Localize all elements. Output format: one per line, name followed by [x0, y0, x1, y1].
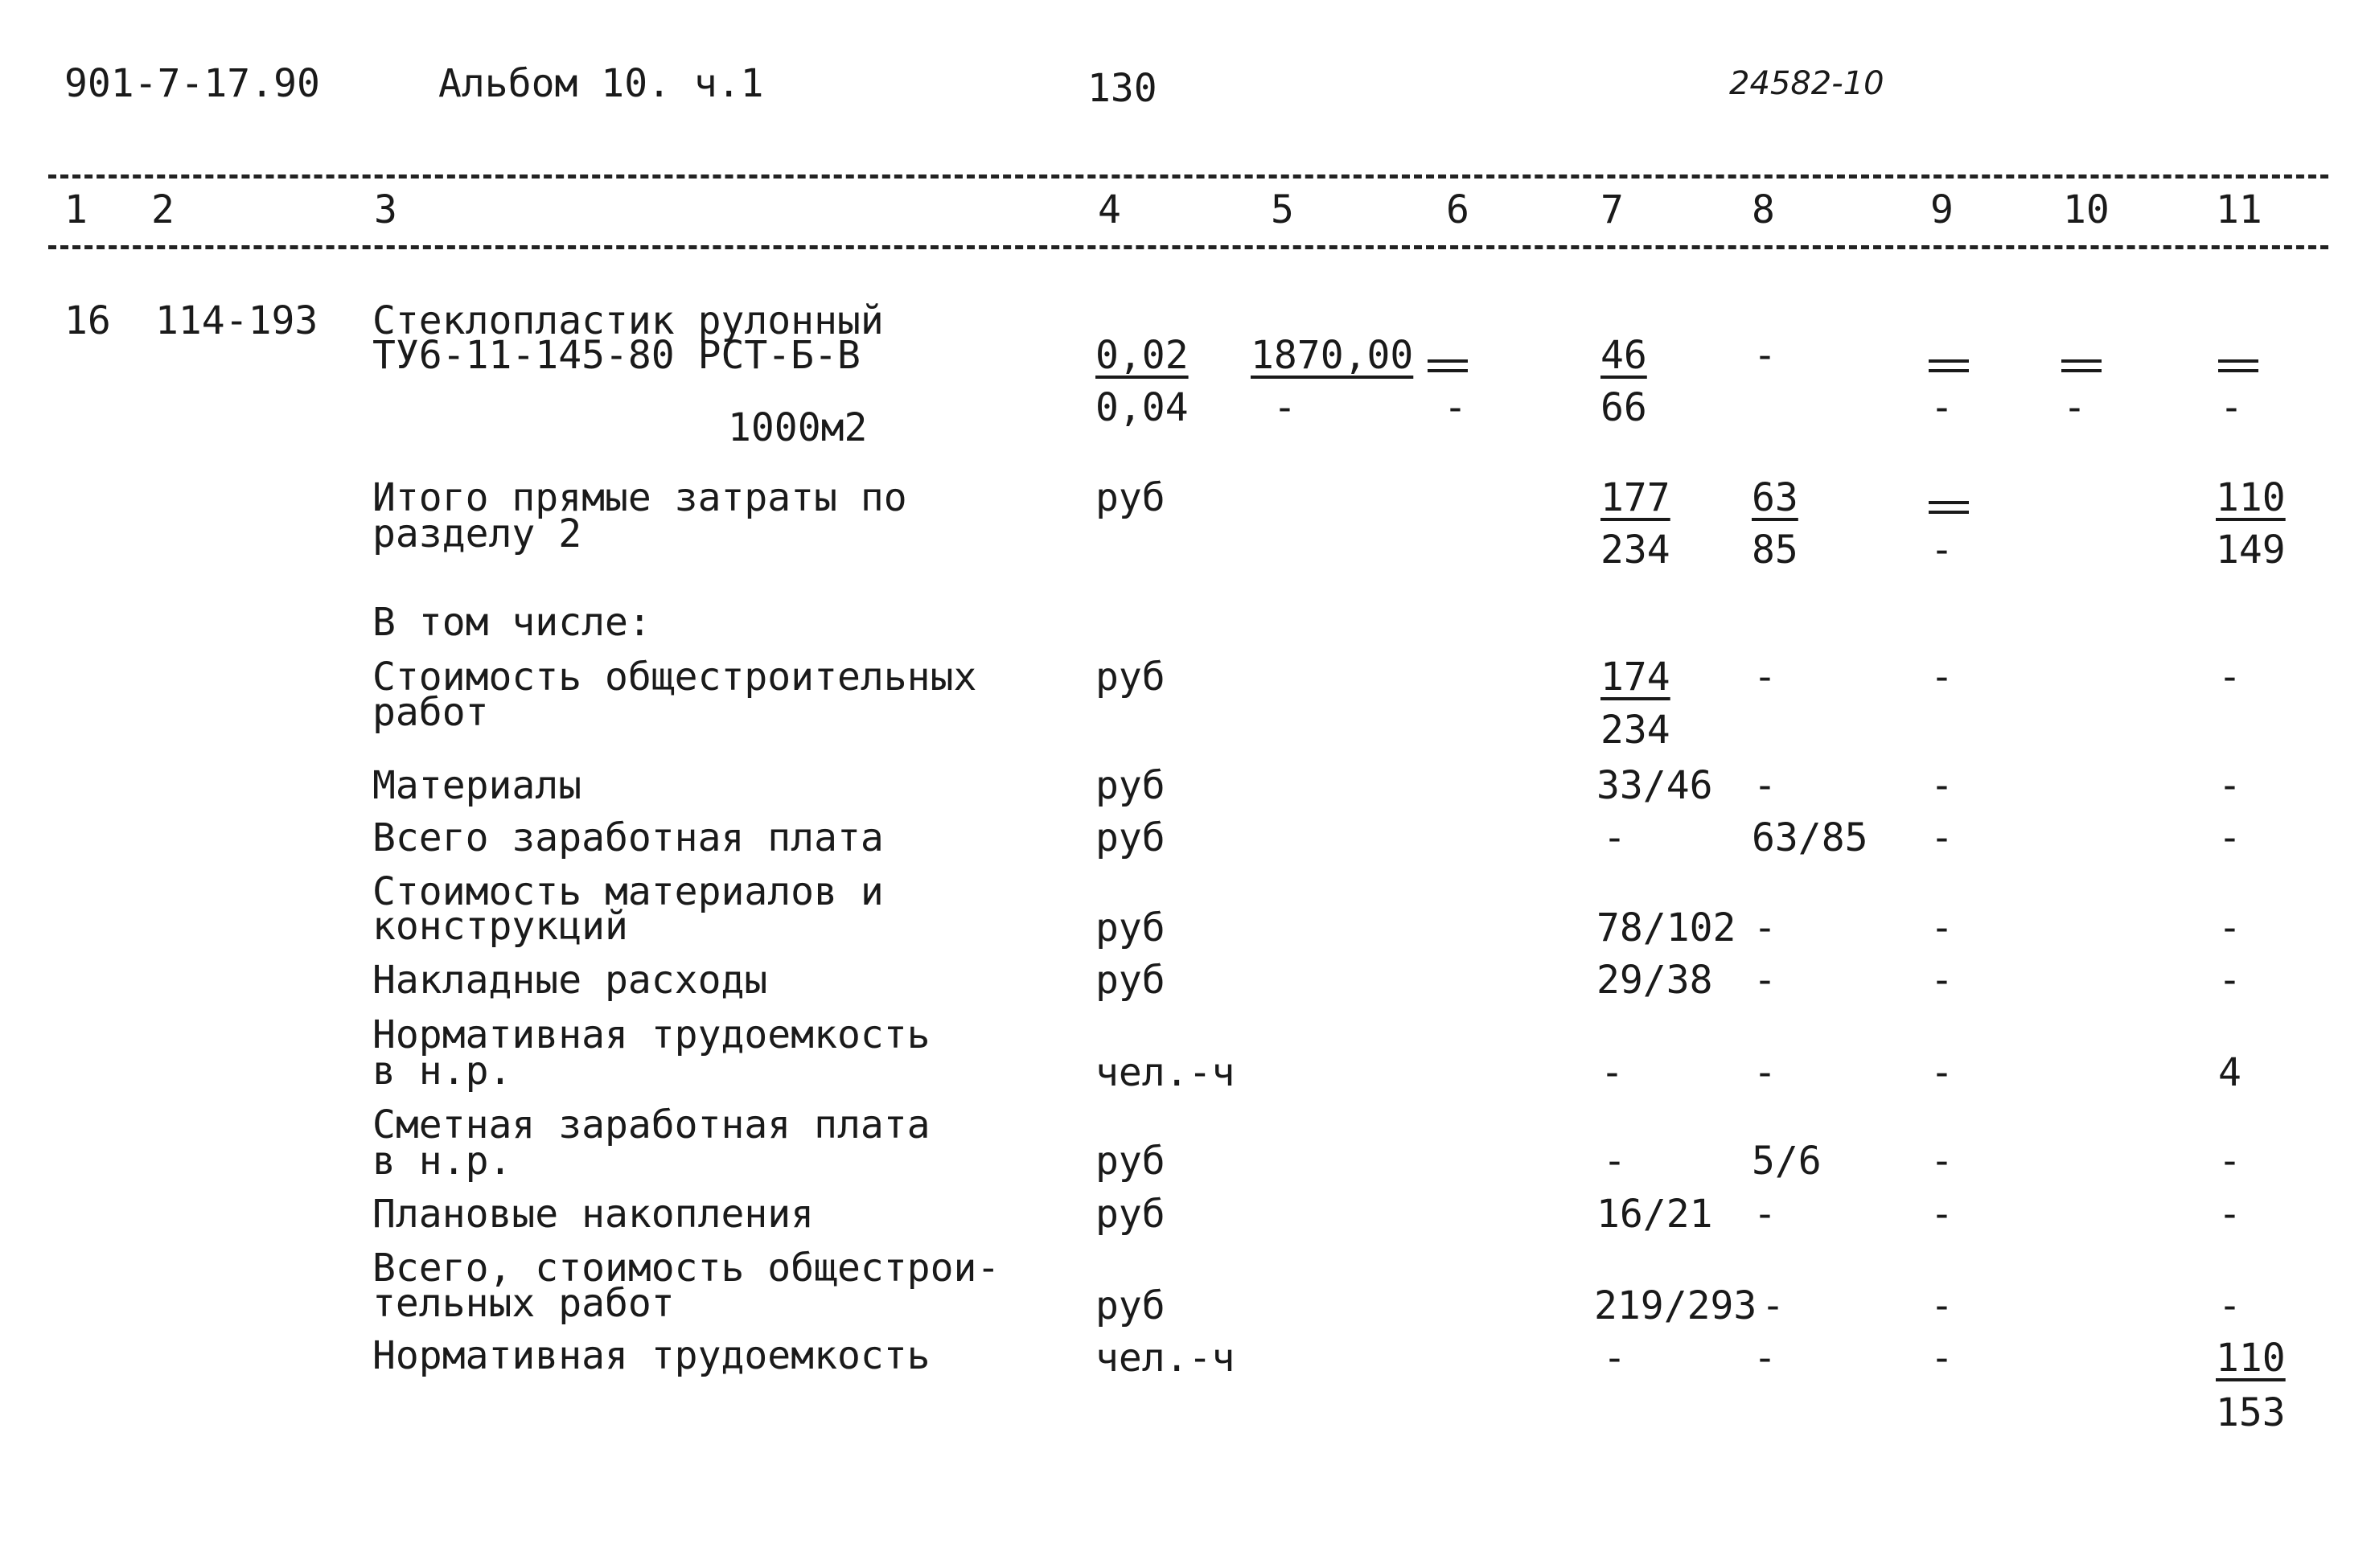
planned-savings-c9: -: [1930, 1192, 1954, 1237]
totals-c7-bot: 234: [1600, 527, 1670, 573]
wages-c11: -: [2218, 815, 2241, 860]
col-1: 1: [64, 187, 88, 232]
materials-c7: 33/46: [1596, 763, 1713, 808]
materials-c11: -: [2218, 763, 2241, 808]
item-name-line2: ТУ6-11-145-80 РСТ-Б-В: [372, 333, 861, 378]
totals-c11-bot: 149: [2216, 527, 2286, 573]
item-c6-bot: -: [1444, 385, 1467, 430]
planned-savings-c8: -: [1753, 1192, 1777, 1237]
general-cost-label-line1: Стоимость общестроительных: [372, 655, 977, 700]
item-c9-bot: -: [1930, 385, 1954, 430]
norm-labor-overhead-unit: чел.-ч: [1095, 1050, 1235, 1095]
total-general-unit: руб: [1095, 1283, 1165, 1328]
est-wages-overhead-c7: -: [1603, 1139, 1626, 1184]
wages-label: Всего заработная плата: [372, 815, 884, 860]
doc-code: 901-7-17.90: [64, 61, 320, 106]
materials-unit: руб: [1095, 763, 1165, 808]
totals-label-line1: Итого прямые затраты по: [372, 475, 907, 520]
norm-labor-overhead-label-line1: Нормативная трудоемкость: [372, 1012, 931, 1057]
total-general-label-line2: тельных работ: [372, 1281, 675, 1326]
page-number: 130: [1087, 66, 1157, 111]
est-wages-overhead-label-line1: Сметная заработная плата: [372, 1102, 931, 1147]
est-wages-overhead-c11: -: [2218, 1139, 2241, 1184]
item-c6-top: [1428, 359, 1468, 372]
planned-savings-unit: руб: [1095, 1192, 1165, 1237]
general-cost-c7-bot: 234: [1600, 708, 1670, 753]
wages-c7: -: [1603, 815, 1626, 860]
total-general-label-line1: Всего, стоимость общестрои-: [372, 1246, 1001, 1291]
norm-labor-overhead-label-line2: в н.р.: [372, 1049, 512, 1094]
item-c4-bot: 0,04: [1095, 385, 1189, 430]
est-wages-overhead-c8: 5/6: [1752, 1139, 1822, 1184]
totals-c8-bot: 85: [1752, 527, 1798, 573]
col-10: 10: [2063, 187, 2110, 232]
item-c7-bot: 66: [1600, 385, 1647, 430]
totals-c7-top: 177: [1600, 475, 1670, 520]
norm-labor-overhead-c8: -: [1753, 1050, 1777, 1095]
breakdown-title: В том числе:: [372, 600, 651, 645]
overhead-c7: 29/38: [1596, 958, 1713, 1003]
general-cost-unit: руб: [1095, 655, 1165, 700]
general-cost-label-line2: работ: [372, 690, 489, 735]
planned-savings-label: Плановые накопления: [372, 1192, 815, 1237]
materials-constructions-c8: -: [1753, 905, 1777, 950]
norm-labor-overhead-c11: 4: [2218, 1050, 2241, 1095]
norm-labor-c11-bot: 153: [2216, 1390, 2286, 1435]
materials-constructions-c7: 78/102: [1596, 905, 1736, 950]
overhead-unit: руб: [1095, 958, 1165, 1003]
general-cost-c8: -: [1753, 655, 1777, 700]
album-ref: Альбом 10. ч.1: [438, 61, 764, 106]
norm-labor-unit: чел.-ч: [1095, 1336, 1235, 1381]
norm-labor-c9: -: [1930, 1336, 1954, 1381]
general-cost-c11: -: [2218, 655, 2241, 700]
wages-c9: -: [1930, 815, 1954, 860]
wages-unit: руб: [1095, 815, 1165, 860]
item-c10-top: [2061, 359, 2102, 372]
materials-constructions-c11: -: [2218, 905, 2241, 950]
item-c7-top: 46: [1600, 333, 1647, 378]
item-c9-top: [1929, 359, 1969, 372]
item-c8-top: -: [1753, 333, 1777, 378]
est-wages-overhead-label-line2: в н.р.: [372, 1139, 512, 1184]
norm-labor-label: Нормативная трудоемкость: [372, 1333, 931, 1378]
item-unit: 1000м2: [728, 405, 868, 450]
totals-unit: руб: [1095, 475, 1165, 520]
est-wages-overhead-unit: руб: [1095, 1139, 1165, 1184]
materials-constructions-label-line1: Стоимость материалов и: [372, 869, 884, 914]
item-c5-top: 1870,00: [1251, 333, 1414, 378]
total-general-c9: -: [1930, 1283, 1954, 1328]
col-2: 2: [151, 187, 175, 232]
materials-constructions-label-line2: конструкций: [372, 904, 628, 949]
totals-c8-top: 63: [1752, 475, 1798, 520]
total-general-c11: -: [2218, 1283, 2241, 1328]
materials-label: Материалы: [372, 763, 582, 808]
col-11: 11: [2216, 187, 2262, 232]
total-general-c7: 219/293: [1594, 1283, 1757, 1328]
materials-constructions-c9: -: [1930, 905, 1954, 950]
norm-labor-c7: -: [1603, 1336, 1626, 1381]
item-c11-top: [2218, 359, 2258, 372]
item-name-line1: Стеклопластик рулонный: [372, 298, 884, 343]
norm-labor-c8: -: [1753, 1336, 1777, 1381]
materials-constructions-unit: руб: [1095, 905, 1165, 950]
totals-c9-top: [1929, 501, 1969, 514]
overhead-c9: -: [1930, 958, 1954, 1003]
col-8: 8: [1752, 187, 1775, 232]
item-num: 16: [64, 298, 111, 343]
header-rule-top: [48, 174, 2328, 179]
materials-c8: -: [1753, 763, 1777, 808]
item-c5-bot: -: [1273, 385, 1296, 430]
norm-labor-overhead-c7: -: [1600, 1050, 1624, 1095]
totals-label-line2: разделу 2: [372, 511, 582, 556]
item-c10-bot: -: [2063, 385, 2086, 430]
norm-labor-overhead-c9: -: [1930, 1050, 1954, 1095]
general-cost-c9: -: [1930, 655, 1954, 700]
materials-c9: -: [1930, 763, 1954, 808]
overhead-c8: -: [1753, 958, 1777, 1003]
header-rule-bottom: [48, 245, 2328, 249]
norm-labor-c11-top: 110: [2216, 1336, 2286, 1381]
overhead-label: Накладные расходы: [372, 958, 768, 1003]
planned-savings-c7: 16/21: [1596, 1192, 1713, 1237]
col-5: 5: [1271, 187, 1294, 232]
archive-stamp: 24582-10: [1729, 65, 1884, 102]
col-4: 4: [1098, 187, 1121, 232]
wages-c8: 63/85: [1752, 815, 1868, 860]
totals-c11-top: 110: [2216, 475, 2286, 520]
general-cost-c7-top: 174: [1600, 655, 1670, 700]
total-general-c8: -: [1761, 1283, 1785, 1328]
col-7: 7: [1600, 187, 1624, 232]
col-9: 9: [1930, 187, 1954, 232]
est-wages-overhead-c9: -: [1930, 1139, 1954, 1184]
overhead-c11: -: [2218, 958, 2241, 1003]
totals-c9-bot: -: [1930, 527, 1954, 573]
col-6: 6: [1446, 187, 1469, 232]
item-c4-top: 0,02: [1095, 333, 1189, 378]
col-3: 3: [374, 187, 397, 232]
planned-savings-c11: -: [2218, 1192, 2241, 1237]
item-c11-bot: -: [2220, 385, 2243, 430]
item-code: 114-193: [155, 298, 318, 343]
